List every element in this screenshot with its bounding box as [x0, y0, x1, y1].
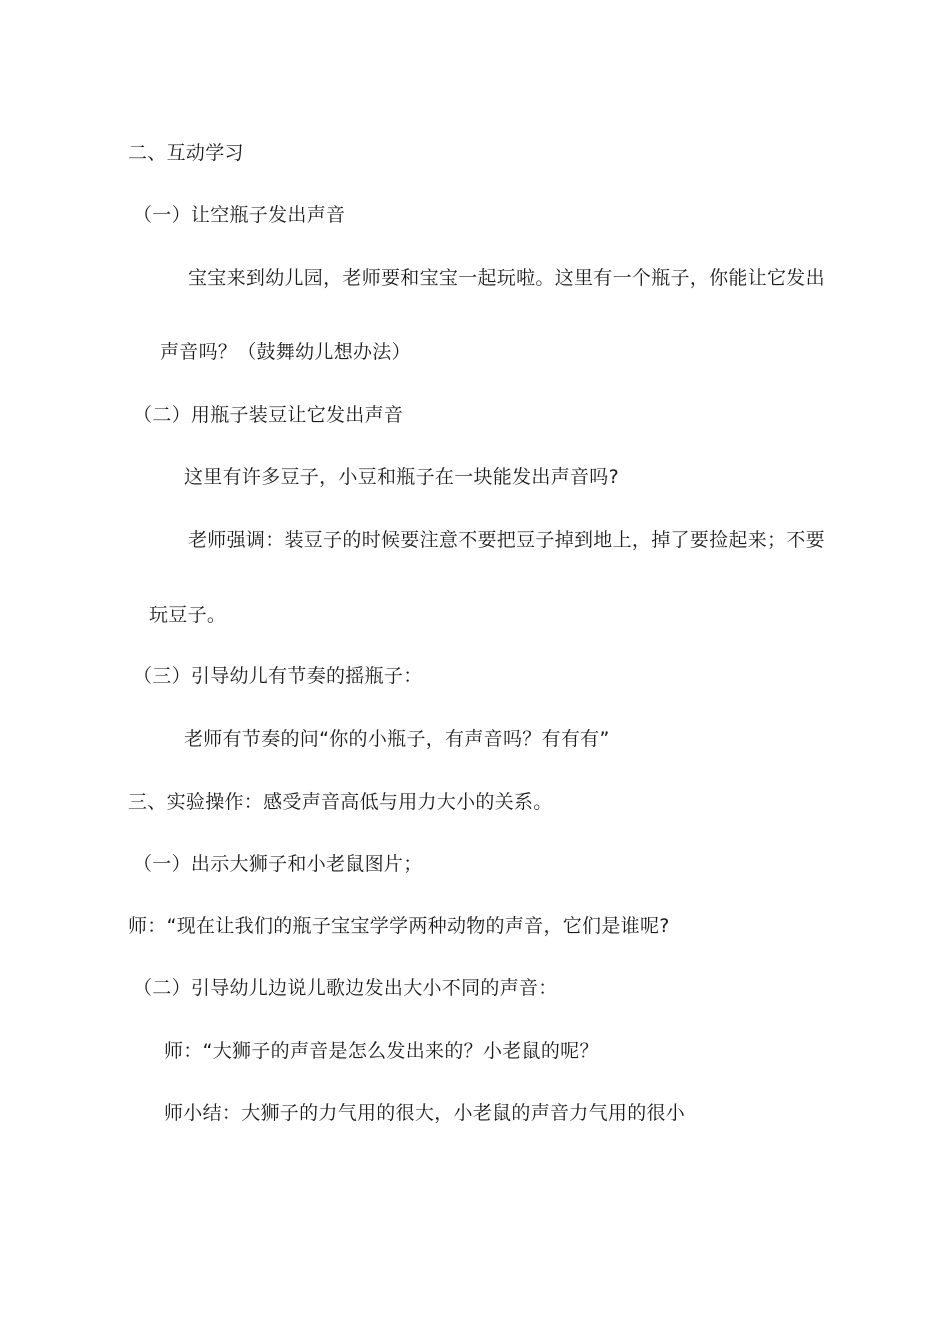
paragraph-line: 宝宝来到幼儿园，老师要和宝宝一起玩啦。这里有一个瓶子，你能让它发出 [188, 267, 825, 289]
paragraph-line: 师：“大狮子的声音是怎么发出来的？小老鼠的呢？ [164, 1040, 599, 1062]
paragraph-line: 老师强调：装豆子的时候要注意不要把豆子掉到地上，掉了要捡起来；不要 [188, 529, 825, 551]
paragraph-line: 师小结：大狮子的力气用的很大，小老鼠的声音力气用的很小 [164, 1102, 686, 1124]
paragraph-line: 师：“现在让我们的瓶子宝宝学学两种动物的声音，它们是谁呢? [128, 915, 670, 937]
paragraph-line: 老师有节奏的问“你的小瓶子，有声音吗？有有有” [184, 728, 610, 750]
subsection-heading-rhythm: （三）引导幼儿有节奏的摇瓶子： [133, 665, 423, 687]
subsection-heading-empty-bottle: （一）让空瓶子发出声音 [133, 204, 346, 226]
paragraph-line: 玩豆子。 [149, 604, 227, 626]
paragraph-line: 声音吗？（鼓舞幼儿想办法） [160, 341, 411, 363]
section-heading-experiment: 三、实验操作：感受声音高低与用力大小的关系。 [128, 791, 553, 813]
subsection-heading-nursery-rhyme: （二）引导幼儿边说儿歌边发出大小不同的声音： [133, 977, 558, 999]
paragraph-line: 这里有许多豆子，小豆和瓶子在一块能发出声音吗? [184, 466, 619, 488]
subsection-heading-beans: （二）用瓶子装豆让它发出声音 [133, 404, 404, 426]
section-heading-interactive-learning: 二、互动学习 [128, 142, 244, 164]
subsection-heading-pictures: （一）出示大狮子和小老鼠图片； [133, 853, 423, 875]
